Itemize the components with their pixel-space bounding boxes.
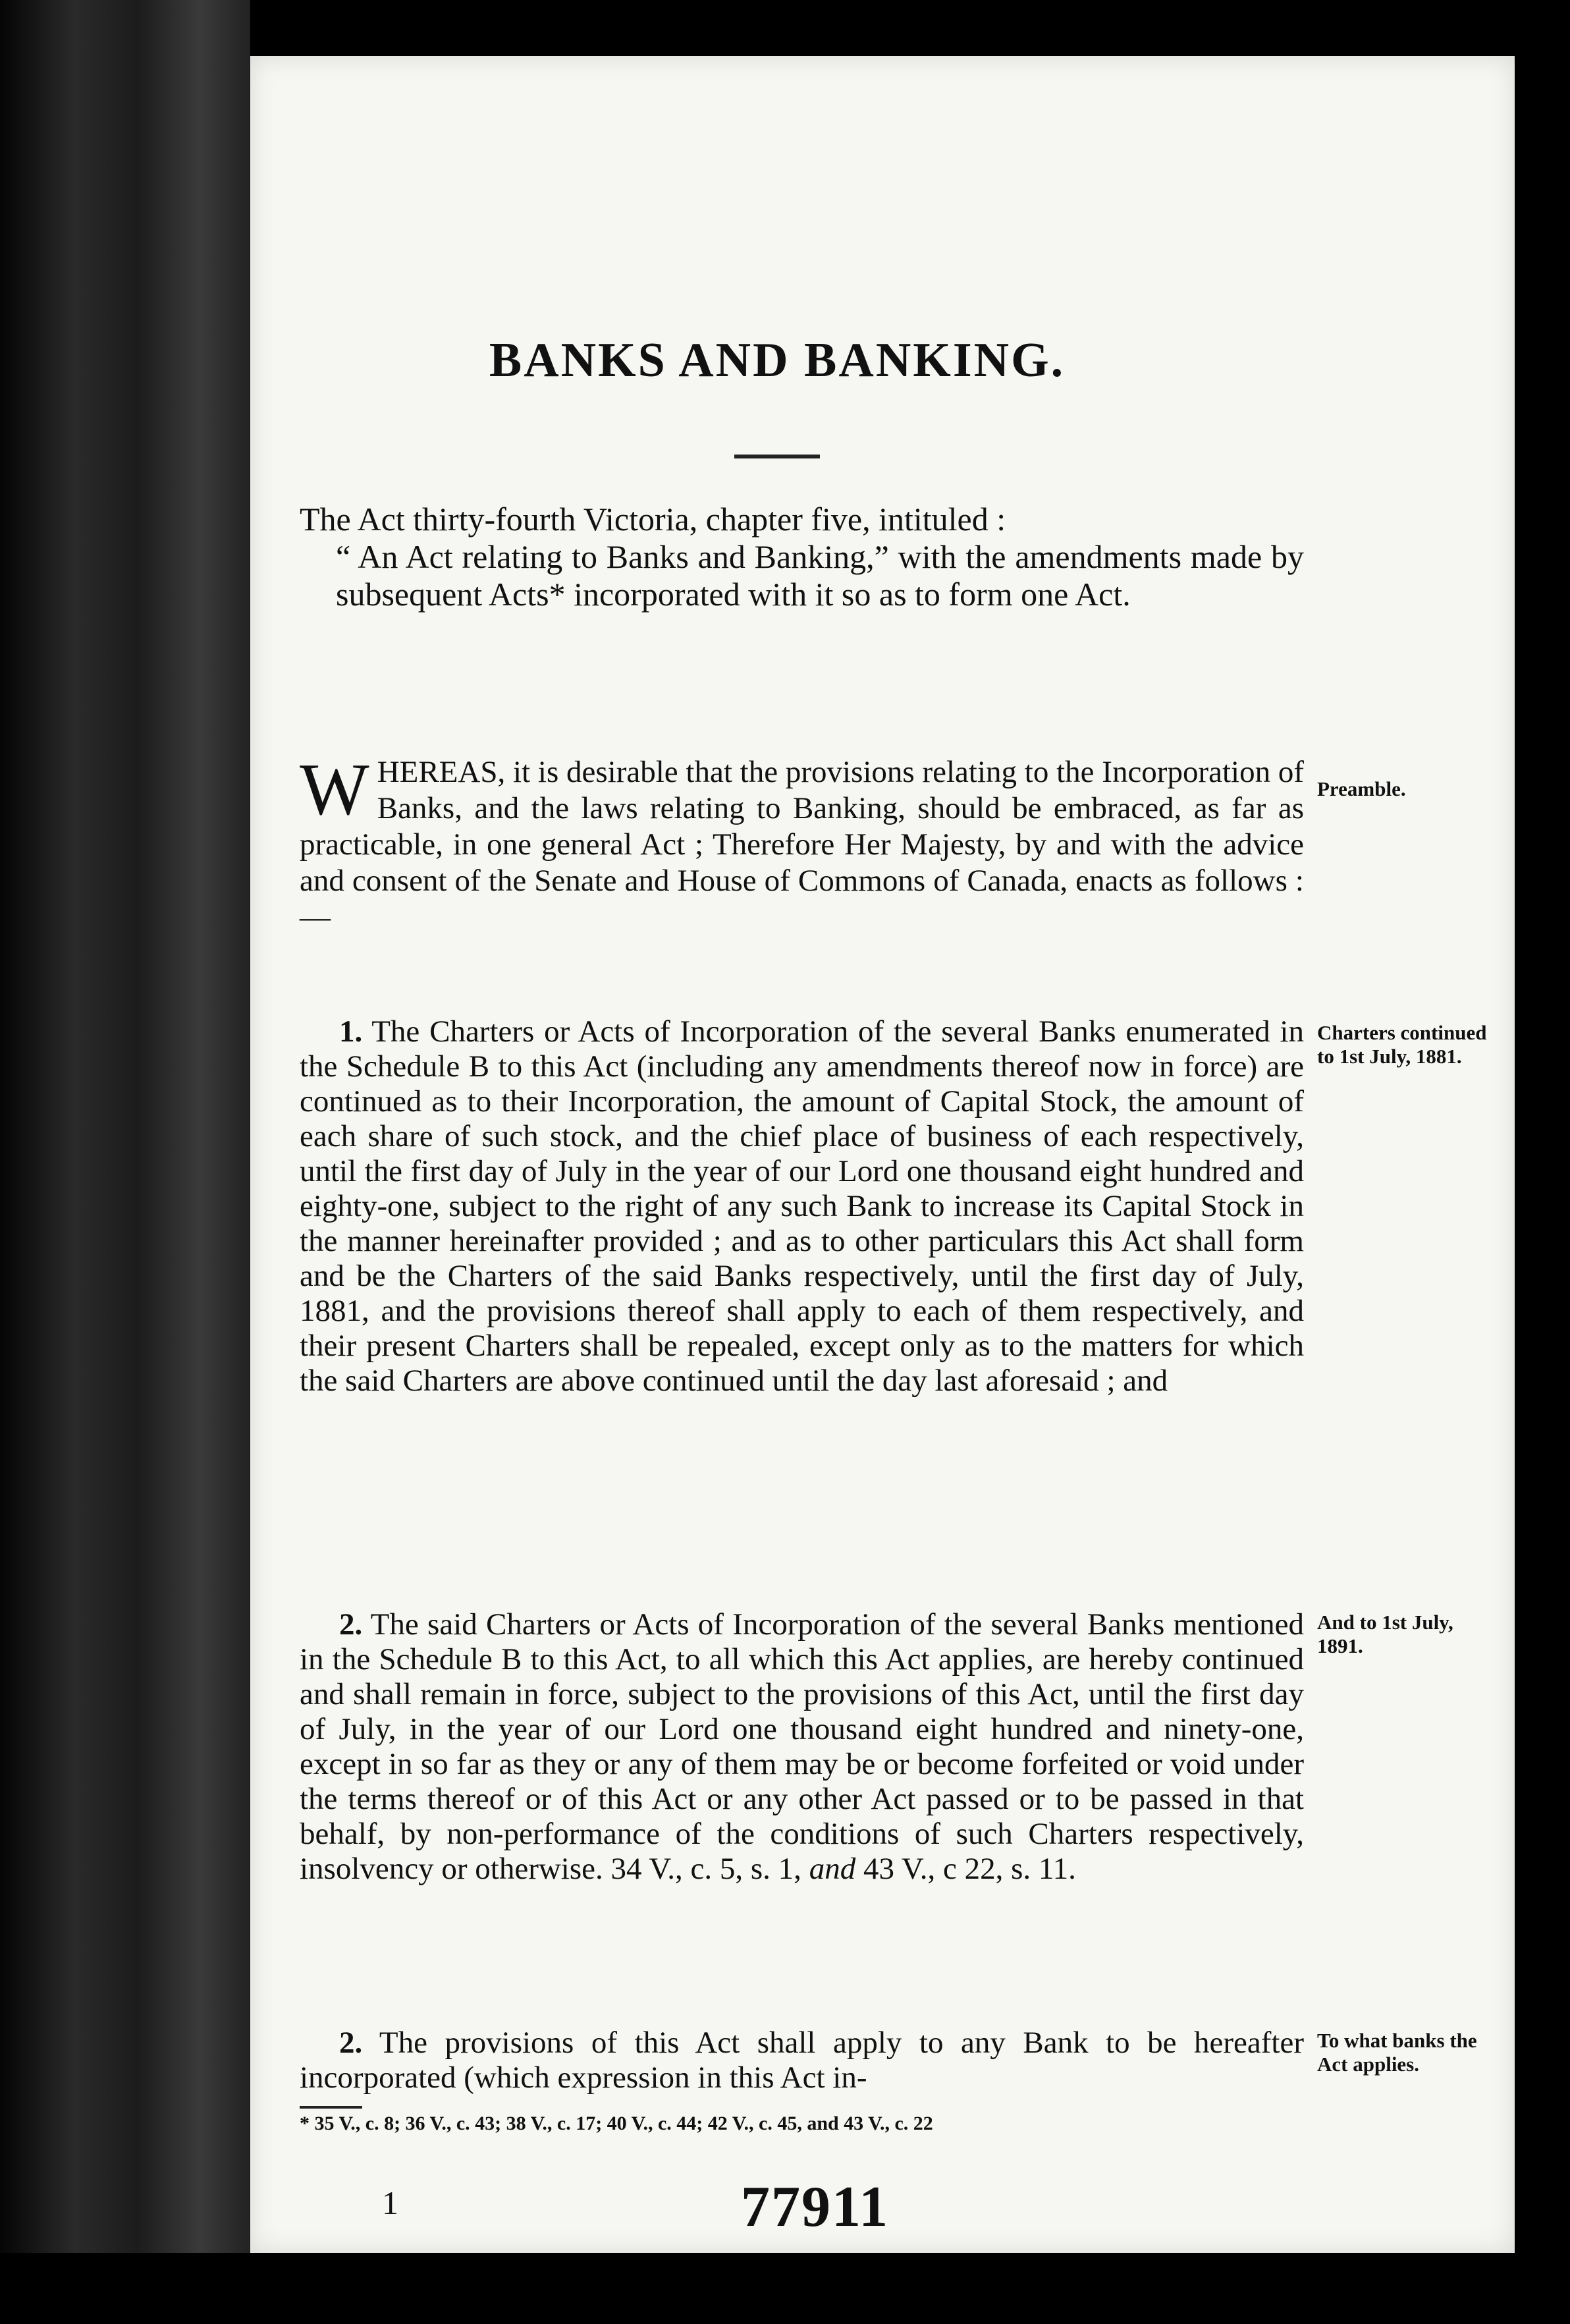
scan-bottom-border <box>0 2253 1570 2324</box>
section-2-number: 2. <box>339 1607 363 1642</box>
margin-note-and-to: And to 1st July, 1891. <box>1317 1611 1453 1657</box>
section-1-text: The Charters or Acts of Incorporation of the several Banks enumerated in the Schedule B to this Act (including any amendments thereof now in force) are continued as to their Incorporation, the amount of Capital Stock, the amount of each share of such stock, and the chief place of business of each respectively, until the first day of July in the year of our Lord one thousand eight hundred and eighty-one, subject to the right of any such Bank to increase its Capital Stock in the manner hereinafter provided ; and as to other particulars this Act shall form and be the Charters of the said Banks respectively, until the first day of July, 1881, and the provisions thereof shall apply to each of them respectively, and their present Charters shall be repealed, except only as to the matters for which the said Charters are above continued until the day last aforesaid ; and <box>300 1014 1304 1398</box>
catalog-stamp-number: 77911 <box>741 2175 890 2239</box>
margin-note-charters: Charters continued to 1st July, 1881. <box>1317 1021 1487 1068</box>
section-3 <box>300 2026 1304 2095</box>
section-1-number: 1. <box>339 1014 363 1049</box>
section-2-text: The said Charters or Acts of Incorporation of the several Banks mentioned in the Schedule B to this Act, to all which this Act applies, are hereby continued and shall remain in force, subject to the provisions of this Act, until the first day of July, in the year of our Lord one thousand eight hundred and ninety-one, except in so far as they or any of them may be or become forfeited or void under the terms thereof or of this Act or any other Act passed or to be passed in that behalf, by non-performance of the conditions of such Charters respectively, insolvency or otherwise. 34 V., c. 5, s. 1, <box>300 1607 1304 1886</box>
section-2 <box>300 1607 1304 1887</box>
margin-note-preamble: Preamble. <box>1317 777 1406 800</box>
scan-right-border <box>1515 0 1570 2324</box>
section-2-and: and <box>809 1852 856 1886</box>
preamble-dropcap: W <box>300 749 369 831</box>
intro-rest: “ An Act relating to Banks and Banking,” with the amendments made by subsequent Acts* incorporated with it so as to form one Act. <box>336 538 1304 613</box>
preamble-paragraph <box>300 749 1304 935</box>
section-2-tail: 43 V., c 22, s. 11. <box>855 1852 1076 1886</box>
document-page <box>250 56 1515 2253</box>
printer-signature-mark: 1 <box>382 2184 398 2221</box>
margin-note-to-what: To what banks the Act applies. <box>1317 2029 1477 2076</box>
preamble-text: HEREAS, it is desirable that the provisions relating to the Incorporation of Banks, and the laws relating to Banking, should be embraced, as far as practicable, in one general Act ; Therefore Her Majesty, by and with the advice and consent of the Senate and House of Commons of Canada, enacts as follows :— <box>300 755 1304 934</box>
page-title: BANKS AND BANKING. <box>489 333 1066 387</box>
section-1 <box>300 1014 1304 1398</box>
intro-paragraph <box>300 501 1304 613</box>
book-binding-edge <box>0 0 250 2324</box>
footnote: * 35 V., c. 8; 36 V., c. 43; 38 V., c. 17; 40 V., c. 44; 42 V., c. 45, and 43 V., c. 22 <box>300 2113 933 2134</box>
title-divider <box>734 455 820 458</box>
section-3-number: 2. <box>339 2026 363 2060</box>
section-3-text: The provisions of this Act shall apply to any Bank to be hereafter incorporated (which expression in this Act in- <box>300 2026 1304 2095</box>
footnote-divider <box>300 2106 362 2109</box>
intro-line-1: The Act thirty-fourth Victoria, chapter five, intituled : <box>300 501 1006 538</box>
